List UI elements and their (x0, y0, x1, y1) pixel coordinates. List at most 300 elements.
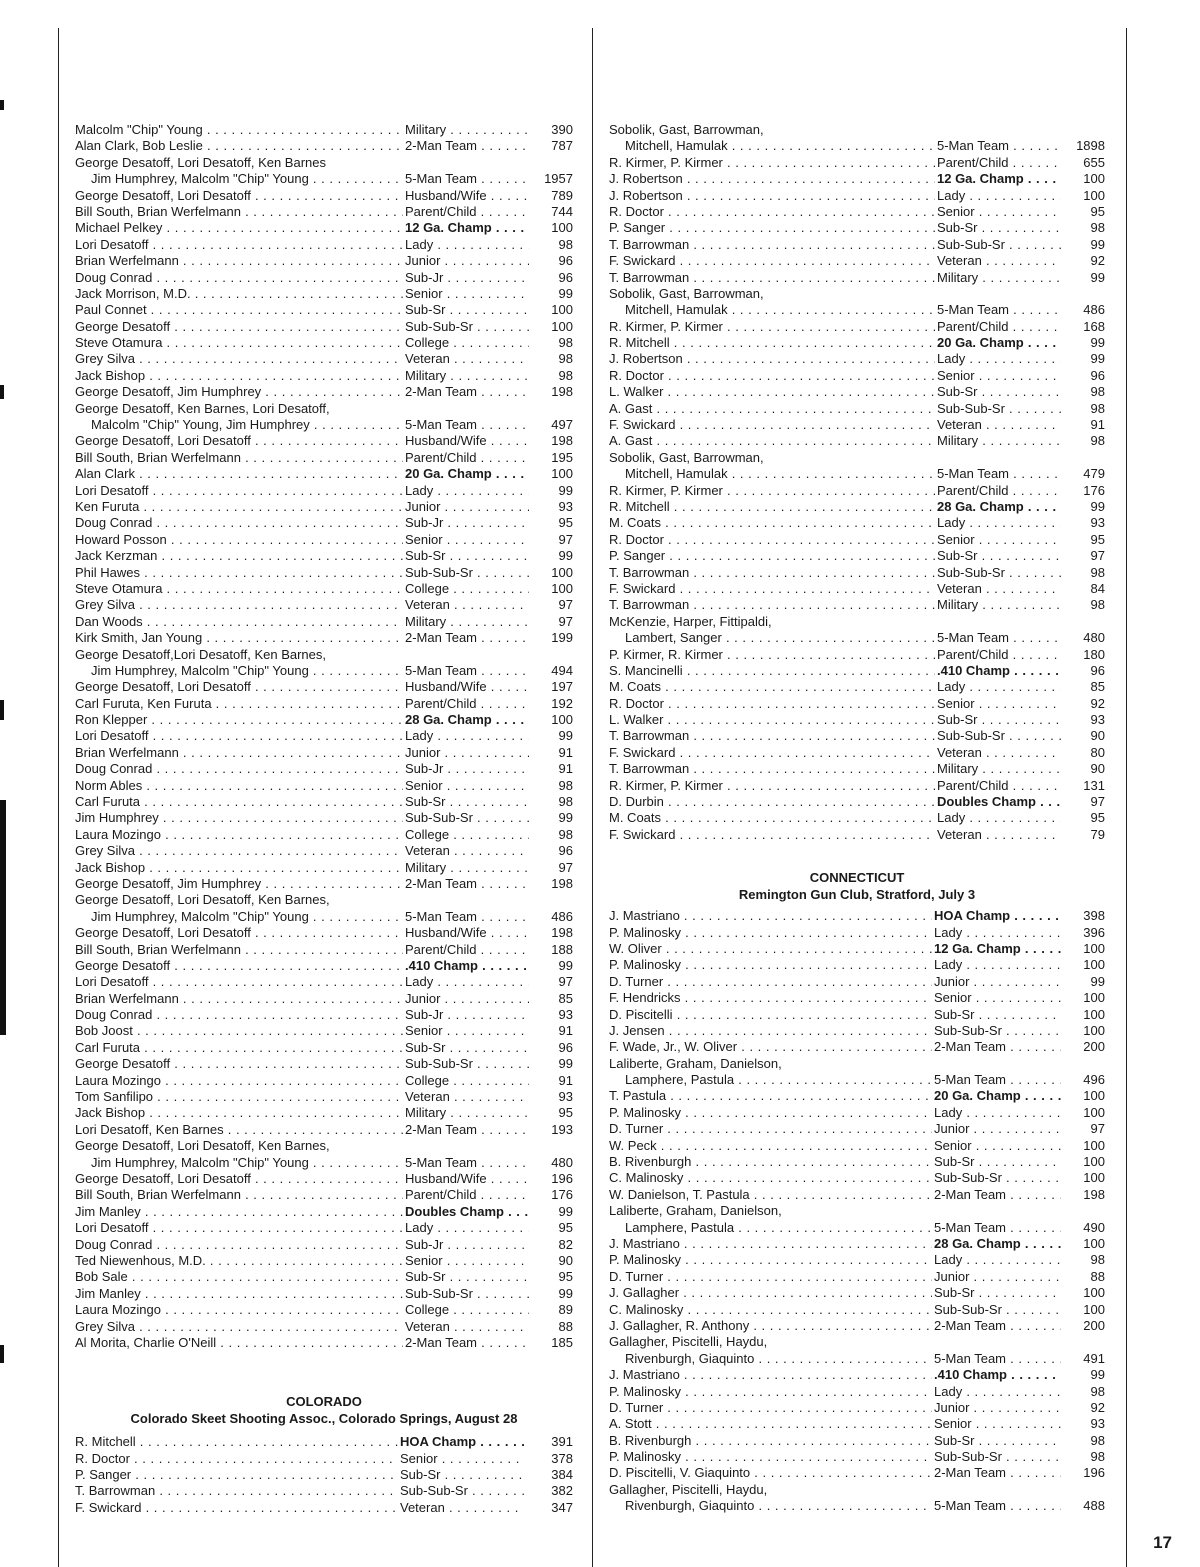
score-value: 199 (551, 630, 573, 646)
score-value: 95 (558, 1269, 573, 1285)
result-row (609, 188, 1105, 204)
competitor-name: Malcolm "Chip" Young, Jim Humphrey . . . (91, 417, 403, 433)
class-name: Doubles Champ . . . (405, 1204, 529, 1220)
score-value: 185 (551, 1334, 573, 1350)
result-row (609, 499, 1105, 515)
class-name: Lady . . . (934, 925, 1061, 941)
competitor-name: George Desatoff, Lori Desatoff . . . (75, 679, 403, 695)
class-name: Senior . . . (937, 204, 1061, 220)
class-name: Veteran . . . (937, 745, 1061, 761)
competitor-name: F. Hendricks . . . (609, 990, 932, 1006)
result-row (609, 1220, 1105, 1236)
score-value: 486 (551, 908, 573, 924)
score-value: 99 (1090, 269, 1105, 285)
competitor-name: A. Stott . . . (609, 1416, 932, 1432)
class-name: Sub-Sr . . . (934, 1433, 1061, 1449)
class-name: Parent/Child . . . (405, 1187, 529, 1203)
score-value: 198 (551, 925, 573, 941)
result-row (609, 483, 1105, 499)
class-name: Sub-Sr . . . (937, 548, 1061, 564)
score-value: 100 (1083, 957, 1105, 973)
team-names-line: Sobolik, Gast, Barrowman, (609, 449, 764, 465)
competitor-name: Carl Furuta . . . (75, 794, 403, 810)
result-row (75, 745, 573, 761)
score-value: 91 (558, 1072, 573, 1088)
class-name: Sub-Jr . . . (405, 1237, 529, 1253)
competitor-name: Grey Silva . . . (75, 351, 403, 367)
class-name: Military . . . (937, 270, 1061, 286)
result-row (75, 728, 573, 744)
score-value: 93 (1090, 515, 1105, 531)
binder-mark (0, 1345, 4, 1363)
competitor-name: Paul Connet . . . (75, 302, 403, 318)
competitor-name: Bill South, Brian Werfelmann . . . (75, 1187, 403, 1203)
score-value: 180 (1083, 646, 1105, 662)
score-value: 92 (1090, 1399, 1105, 1415)
class-name: Lady . . . (934, 1105, 1061, 1121)
competitor-name: R. Kirmer, P. Kirmer . . . (609, 155, 935, 171)
score-value: 98 (558, 351, 573, 367)
score-value: 99 (558, 1203, 573, 1219)
result-row (609, 1072, 1105, 1088)
score-value: 494 (551, 662, 573, 678)
class-name: 28 Ga. Champ . . . (937, 499, 1061, 515)
competitor-name: D. Turner . . . (609, 1400, 932, 1416)
class-name: 12 Ga. Champ . . . (405, 220, 529, 236)
score-value: 100 (551, 220, 573, 236)
class-name: 5-Man Team . . . (405, 1155, 529, 1171)
competitor-name: W. Peck . . . (609, 1138, 932, 1154)
competitor-name: T. Barrowman . . . (609, 728, 935, 744)
result-row (75, 991, 573, 1007)
team-names-line: George Desatoff,Lori Desatoff, Ken Barnes, (75, 646, 326, 662)
score-value: 398 (1083, 908, 1105, 924)
competitor-name: P. Sanger . . . (609, 548, 935, 564)
result-row (75, 1040, 573, 1056)
competitor-name: T. Barrowman . . . (609, 565, 935, 581)
score-value: 100 (1083, 1088, 1105, 1104)
class-name: 2-Man Team . . . (934, 1187, 1061, 1203)
class-name: Military . . . (405, 860, 529, 876)
score-value: 98 (1090, 400, 1105, 416)
class-name: Military . . . (405, 368, 529, 384)
result-row (75, 1500, 573, 1516)
competitor-name: C. Malinosky . . . (609, 1302, 932, 1318)
result-row (75, 581, 573, 597)
result-row (75, 1434, 573, 1450)
score-value: 99 (558, 1285, 573, 1301)
result-row (609, 597, 1105, 613)
score-value: 98 (558, 335, 573, 351)
score-value: 99 (558, 285, 573, 301)
result-row (609, 351, 1105, 367)
competitor-name: P. Malinosky . . . (609, 1105, 932, 1121)
result-row (75, 1171, 573, 1187)
competitor-name: A. Gast . . . (609, 433, 935, 449)
class-name: Junior . . . (934, 974, 1061, 990)
class-name: Lady . . . (934, 957, 1061, 973)
result-row (75, 483, 573, 499)
result-row (75, 171, 573, 187)
result-row (75, 548, 573, 564)
class-name: Sub-Sub-Sr . . . (400, 1483, 524, 1499)
result-row (75, 532, 573, 548)
result-row (609, 1170, 1105, 1186)
score-value: 480 (1083, 630, 1105, 646)
score-value: 198 (1083, 1186, 1105, 1202)
score-value: 97 (558, 974, 573, 990)
class-name: Sub-Sub-Sr . . . (937, 401, 1061, 417)
result-row (609, 696, 1105, 712)
connecticut-state-heading: CONNECTICUT (809, 870, 905, 886)
competitor-name: Jim Humphrey . . . (75, 810, 403, 826)
score-value: 98 (1090, 384, 1105, 400)
score-value: 99 (558, 957, 573, 973)
class-name: Veteran . . . (937, 827, 1061, 843)
competitor-name: Grey Silva . . . (75, 843, 403, 859)
result-row (609, 1252, 1105, 1268)
result-row (609, 319, 1105, 335)
competitor-name: D. Piscitelli . . . (609, 1007, 932, 1023)
competitor-name: P. Malinosky . . . (609, 1384, 932, 1400)
competitor-name: George Desatoff . . . (75, 319, 403, 335)
class-name: Sub-Sr . . . (405, 1269, 529, 1285)
class-name: Military . . . (937, 433, 1061, 449)
result-row (609, 925, 1105, 941)
score-value: 176 (551, 1187, 573, 1203)
competitor-name: Carl Furuta, Ken Furuta . . . (75, 696, 403, 712)
score-value: 93 (558, 1089, 573, 1105)
result-row (609, 253, 1105, 269)
score-value: 89 (558, 1302, 573, 1318)
class-name: 2-Man Team . . . (405, 876, 529, 892)
competitor-name: Laura Mozingo . . . (75, 1073, 403, 1089)
score-value: 382 (551, 1483, 573, 1499)
score-value: 92 (1090, 695, 1105, 711)
class-name: 28 Ga. Champ . . . (934, 1236, 1061, 1252)
result-row (609, 1400, 1105, 1416)
result-row (609, 1039, 1105, 1055)
result-row (75, 1319, 573, 1335)
result-row (75, 1483, 573, 1499)
result-row (75, 450, 573, 466)
result-row (609, 466, 1105, 482)
class-name: Senior . . . (934, 1138, 1061, 1154)
competitor-name: Phil Hawes . . . (75, 565, 403, 581)
score-value: 98 (1090, 1383, 1105, 1399)
competitor-name: J. Mastriano . . . (609, 908, 932, 924)
result-row (609, 138, 1105, 154)
competitor-name: Bill South, Brian Werfelmann . . . (75, 450, 403, 466)
competitor-name: Bill South, Brian Werfelmann . . . (75, 942, 403, 958)
class-name: Sub-Sub-Sr . . . (405, 810, 529, 826)
class-name: Sub-Sub-Sr . . . (405, 565, 529, 581)
result-row (609, 1154, 1105, 1170)
competitor-name: P. Malinosky . . . (609, 925, 932, 941)
class-name: Lady . . . (934, 1252, 1061, 1268)
class-name: Husband/Wife . . . (405, 1171, 529, 1187)
class-name: College . . . (405, 581, 529, 597)
competitor-name: F. Wade, Jr., W. Oliver . . . (609, 1039, 932, 1055)
page-number: 17 (1153, 1533, 1172, 1552)
result-row (75, 220, 573, 236)
result-row (75, 122, 573, 138)
score-value: 99 (1090, 498, 1105, 514)
class-name: Lady . . . (937, 679, 1061, 695)
competitor-name: M. Coats . . . (609, 810, 935, 826)
result-row (609, 1449, 1105, 1465)
score-value: 99 (558, 548, 573, 564)
score-value: 100 (1083, 1285, 1105, 1301)
class-name: Sub-Sub-Sr . . . (934, 1023, 1061, 1039)
result-row (75, 433, 573, 449)
competitor-name: Bill South, Brian Werfelmann . . . (75, 204, 403, 220)
class-name: .410 Champ . . . (937, 663, 1061, 679)
competitor-name: Dan Woods . . . (75, 614, 403, 630)
result-row (75, 1451, 573, 1467)
result-row (75, 253, 573, 269)
competitor-name: B. Rivenburgh . . . (609, 1433, 932, 1449)
competitor-name: George Desatoff, Lori Desatoff . . . (75, 433, 403, 449)
score-value: 391 (551, 1434, 573, 1450)
score-value: 100 (1083, 187, 1105, 203)
competitor-name: W. Danielson, T. Pastula . . . (609, 1187, 932, 1203)
left-column (75, 122, 573, 1516)
competitor-name: Jack Bishop . . . (75, 368, 403, 384)
class-name: Sub-Sr . . . (405, 548, 529, 564)
result-row (609, 237, 1105, 253)
class-name: College . . . (405, 1073, 529, 1089)
competitor-name: P. Malinosky . . . (609, 1449, 932, 1465)
score-value: 479 (1083, 466, 1105, 482)
score-value: 97 (558, 597, 573, 613)
result-row (609, 548, 1105, 564)
class-name: Senior . . . (937, 696, 1061, 712)
competitor-name: George Desatoff, Jim Humphrey . . . (75, 384, 403, 400)
result-row (75, 1089, 573, 1105)
result-row (75, 1007, 573, 1023)
score-value: 99 (558, 810, 573, 826)
competitor-name: L. Walker . . . (609, 384, 935, 400)
connecticut-results-list (609, 908, 1105, 1514)
competitor-name: Rivenburgh, Giaquinto . . . (625, 1351, 932, 1367)
competitor-name: T. Barrowman . . . (609, 597, 935, 613)
competitor-name: Laura Mozingo . . . (75, 1302, 403, 1318)
class-name: 5-Man Team . . . (405, 909, 529, 925)
class-name: College . . . (405, 827, 529, 843)
class-name: Sub-Sub-Sr . . . (405, 1056, 529, 1072)
competitor-name: S. Mancinelli . . . (609, 663, 935, 679)
result-row (609, 384, 1105, 400)
competitor-name: Jack Bishop . . . (75, 1105, 403, 1121)
result-row (609, 515, 1105, 531)
result-row (609, 220, 1105, 236)
score-value: 80 (1090, 744, 1105, 760)
result-row (609, 532, 1105, 548)
class-name: Sub-Sub-Sr . . . (937, 237, 1061, 253)
competitor-name: Ron Klepper . . . (75, 712, 403, 728)
result-row (609, 1285, 1105, 1301)
score-value: 100 (1083, 1022, 1105, 1038)
class-name: Senior . . . (405, 1253, 529, 1269)
competitor-name: Lambert, Sanger . . . (625, 630, 935, 646)
competitor-name: Malcolm "Chip" Young . . . (75, 122, 403, 138)
competitor-name: Mitchell, Hamulak . . . (625, 466, 935, 482)
class-name: Husband/Wife . . . (405, 433, 529, 449)
competitor-name: P. Sanger . . . (609, 220, 935, 236)
class-name: 2-Man Team . . . (934, 1318, 1061, 1334)
score-value: 197 (551, 679, 573, 695)
result-row (75, 925, 573, 941)
class-name: Sub-Jr . . . (405, 761, 529, 777)
score-value: 98 (1090, 597, 1105, 613)
result-row (75, 1122, 573, 1138)
result-row (75, 1467, 573, 1483)
class-name: 5-Man Team . . . (405, 171, 529, 187)
class-name: .410 Champ . . . (934, 1367, 1061, 1383)
class-name: Senior . . . (937, 532, 1061, 548)
class-name: Veteran . . . (405, 597, 529, 613)
score-value: 100 (551, 580, 573, 596)
competitor-name: F. Swickard . . . (609, 253, 935, 269)
score-value: 497 (551, 417, 573, 433)
competitor-name: R. Kirmer, P. Kirmer . . . (609, 483, 935, 499)
score-value: 96 (1090, 662, 1105, 678)
competitor-name: J. Robertson . . . (609, 188, 935, 204)
result-row (609, 1351, 1105, 1367)
score-value: 491 (1083, 1350, 1105, 1366)
score-value: 95 (1090, 810, 1105, 826)
score-value: 97 (1090, 548, 1105, 564)
result-row (75, 286, 573, 302)
score-value: 100 (551, 712, 573, 728)
class-name: Parent/Child . . . (937, 647, 1061, 663)
competitor-name: Bob Sale . . . (75, 1269, 403, 1285)
score-value: 99 (1090, 973, 1105, 989)
competitor-name: George Desatoff . . . (75, 1056, 403, 1072)
class-name: Husband/Wife . . . (405, 925, 529, 941)
class-name: Veteran . . . (405, 843, 529, 859)
score-value: 192 (551, 695, 573, 711)
score-value: 1957 (544, 171, 573, 187)
competitor-name: Ted Niewenhous, M.D. . . . (75, 1253, 403, 1269)
result-row (75, 368, 573, 384)
class-name: Sub-Sub-Sr . . . (405, 1286, 529, 1302)
result-row (75, 712, 573, 728)
result-row (75, 1335, 573, 1351)
result-row (609, 1187, 1105, 1203)
binder-mark (0, 100, 4, 110)
result-row (75, 909, 573, 925)
class-name: Sub-Sr . . . (400, 1467, 524, 1483)
class-name: Senior . . . (405, 778, 529, 794)
score-value: 91 (1090, 417, 1105, 433)
score-value: 1898 (1076, 138, 1105, 154)
class-name: 20 Ga. Champ . . . (405, 466, 529, 482)
score-value: 200 (1083, 1039, 1105, 1055)
result-row (609, 565, 1105, 581)
result-row (75, 335, 573, 351)
result-row (609, 778, 1105, 794)
result-row (609, 990, 1105, 1006)
result-row (75, 565, 573, 581)
result-row (609, 712, 1105, 728)
competitor-name: R. Doctor . . . (609, 696, 935, 712)
result-row (75, 1269, 573, 1285)
result-row (609, 1023, 1105, 1039)
score-value: 100 (1083, 1137, 1105, 1153)
score-value: 99 (1090, 351, 1105, 367)
score-value: 90 (1090, 728, 1105, 744)
right-margin-rule (1126, 28, 1127, 1567)
score-value: 98 (1090, 1252, 1105, 1268)
competitor-name: P. Malinosky . . . (609, 957, 932, 973)
competitor-name: Lori Desatoff . . . (75, 974, 403, 990)
competitor-name: M. Coats . . . (609, 515, 935, 531)
class-name: Parent/Child . . . (937, 319, 1061, 335)
team-names-line: Laliberte, Graham, Danielson, (609, 1203, 782, 1219)
score-value: 193 (551, 1121, 573, 1137)
result-row (609, 1088, 1105, 1104)
result-row (75, 1253, 573, 1269)
competitor-name: Steve Otamura . . . (75, 581, 403, 597)
score-value: 486 (1083, 302, 1105, 318)
competitor-name: R. Mitchell . . . (609, 499, 935, 515)
class-name: Lady . . . (937, 351, 1061, 367)
competitor-name: D. Piscitelli, V. Giaquinto . . . (609, 1465, 932, 1481)
result-row (75, 499, 573, 515)
result-row (609, 974, 1105, 990)
result-row (609, 204, 1105, 220)
class-name: Senior . . . (400, 1451, 524, 1467)
competitor-name: Rivenburgh, Giaquinto . . . (625, 1498, 932, 1514)
competitor-name: F. Swickard . . . (609, 581, 935, 597)
score-value: 93 (558, 498, 573, 514)
result-row (75, 1302, 573, 1318)
score-value: 92 (1090, 253, 1105, 269)
score-value: 188 (551, 941, 573, 957)
competitor-name: Jim Manley . . . (75, 1286, 403, 1302)
score-value: 98 (1090, 220, 1105, 236)
score-value: 195 (551, 449, 573, 465)
competitor-name: R. Kirmer, P. Kirmer . . . (609, 778, 935, 794)
result-row (609, 433, 1105, 449)
result-row (609, 1384, 1105, 1400)
competitor-name: Lamphere, Pastula . . . (625, 1072, 932, 1088)
class-name: 2-Man Team . . . (934, 1465, 1061, 1481)
competitor-name: B. Rivenburgh . . . (609, 1154, 932, 1170)
class-name: Junior . . . (934, 1121, 1061, 1137)
class-name: Junior . . . (934, 1400, 1061, 1416)
score-value: 99 (558, 728, 573, 744)
result-row (609, 1498, 1105, 1514)
result-row (609, 302, 1105, 318)
competitor-name: Laura Mozingo . . . (75, 827, 403, 843)
class-name: Veteran . . . (405, 1319, 529, 1335)
class-name: 5-Man Team . . . (405, 663, 529, 679)
competitor-name: Doug Conrad . . . (75, 270, 403, 286)
score-value: 100 (1083, 1170, 1105, 1186)
result-row (609, 663, 1105, 679)
score-value: 95 (1090, 203, 1105, 219)
result-row (609, 1121, 1105, 1137)
result-row (75, 827, 573, 843)
class-name: 5-Man Team . . . (934, 1351, 1061, 1367)
score-value: 99 (1090, 335, 1105, 351)
score-value: 100 (1083, 1301, 1105, 1317)
class-name: Sub-Jr . . . (405, 270, 529, 286)
score-value: 93 (558, 1007, 573, 1023)
